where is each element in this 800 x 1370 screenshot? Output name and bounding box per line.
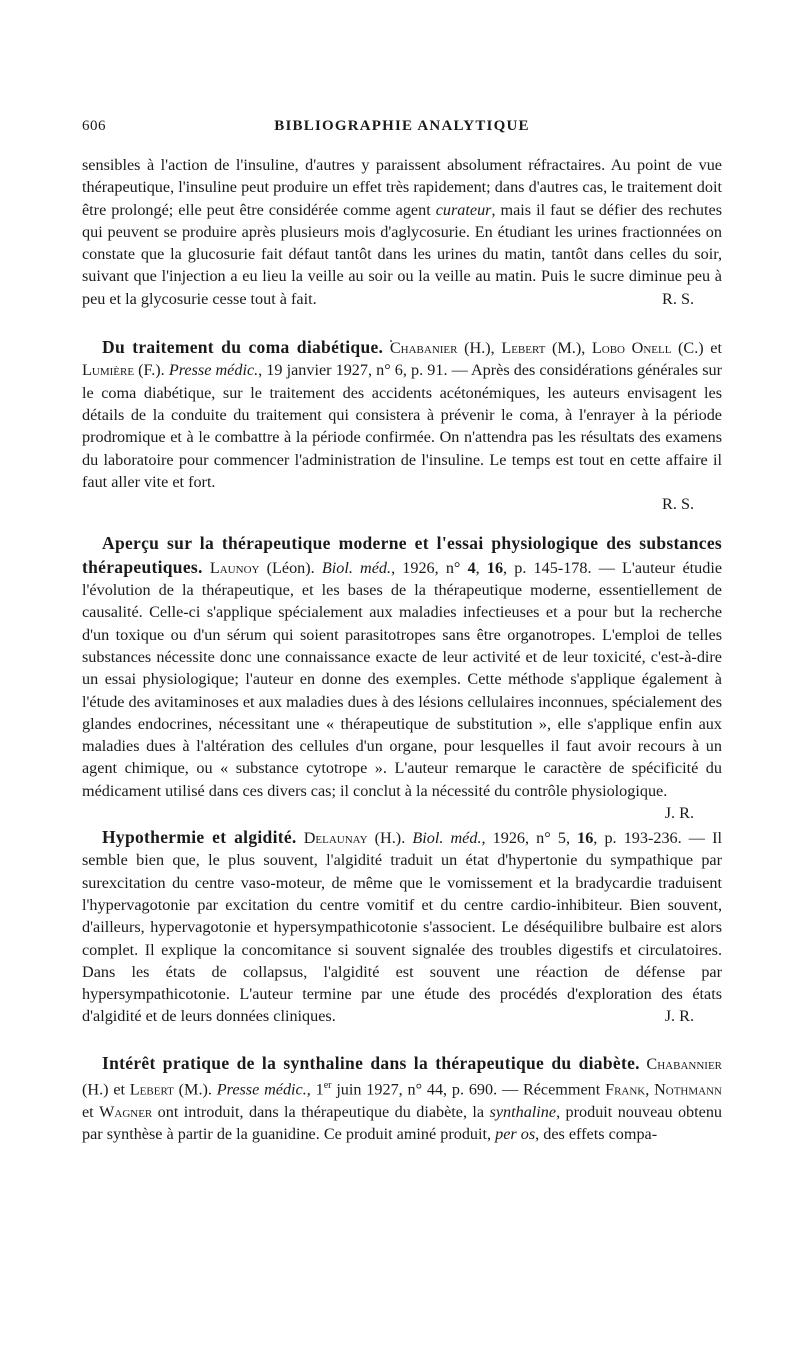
entry-synthaline: Intérêt pratique de la synthaline dans la thérapeutique du diabète. Chabannier (H.) et Lebert (M.). Presse médic., 1er juin 1927, n° 44, p. 690. — Récemment Frank, Nothmann et Wagner ont introduit, dans la thérapeutique du diabète, la synthaline, produit nouveau obtenu par synthèse à partir de la guanidine. Ce produit aminé produit, per os, des effets compa- [82, 1052, 723, 1143]
entry-hypothermie: Hypothermie et algidité. Delaunay (H.). Biol. méd., 1926, n° 5, 16, p. 193-236. — Il semble bien que, le plus souvent, l'algidité traduit un état d'hypertonie du sympathique par surexcitation du centre vaso-moteur, de même que le vomissement et la bradycardie traduisent l'hypervagotonie par excitation du centre vomitif et du centre cardio-inhibiteur. Bien souvent, d'ailleurs, hypervagotonie et hypersympathicotonie s'associent. Le déséquilibre bulbaire est alors complet. Il explique la concomitance si souvent signalée des troubles digestifs et circulatoires. Dans les états de collapsus, l'algidité est souvent une réaction de défense par hypersympathicotonie. L'auteur termine par une étude des procédés d'exploration des états d'algidité et de leurs données cliniques. J. R. [82, 826, 722, 1028]
signature: R. S. [662, 495, 694, 514]
entry-title: Aperçu sur la thérapeutique moderne et l'essai physiologique des substances thérapeutiques. [82, 533, 722, 577]
page-header [82, 118, 722, 142]
entry-continuation: sensibles à l'action de l'insuline, d'autres y paraissent absolument réfractaires. Au point de vue thérapeutique, l'insuline peut produire un effet très rapidement; dans d'autres cas, le traitement doit être prolongé; elle peut être considérée comme agent curateur, mais il faut se défier des rechutes qui peuvent se produire après plusieurs mois d'aglycosurie. En étudiant les urines fractionnées on constate que la glucosurie fait défaut tantôt dans les urines du matin, tantôt dans celles du soir, suivant que l'injection a eu lieu la veille au soir ou la veille au matin. Puis le sucre diminue peu à peu et la glycosurie cesse tout à fait. R. S. [82, 154, 722, 310]
signature: R. S. [662, 289, 694, 308]
running-title: BIBLIOGRAPHIE ANALYTIQUE [274, 118, 530, 134]
entry-title: Hypothermie et algidité. [102, 827, 297, 848]
page-body [82, 154, 722, 1145]
entry-title: Intérêt pratique de la synthaline dans la thérapeutique du diabète. [102, 1052, 640, 1073]
signature: J. R. [664, 804, 694, 823]
page-number: 606 [82, 118, 106, 134]
entry-coma-diabetique: Du traitement du coma diabétique. Chabanier (H.), Lebert (M.), Lobo Onell (C.) et Lumière (F.). Presse médic., 19 janvier 1927, n° 6, p. 91. — Après des considérations générales sur le coma diabétique, sur le traitement des accidents acétonémiques, les auteurs envisagent les détails de la conduite du traitement qui consistera à prévenir le coma, à l'enrayer à la période prodromique et à le combattre à la période confirmée. On n'attendra pas les résultats des examens du laboratoire pour commencer l'administration de l'insuline. Le temps est tout en cette affaire il faut aller vite et fort. [82, 337, 722, 491]
signature: J. R. [664, 1007, 694, 1026]
entry-therapeutique-moderne: Aperçu sur la thérapeutique moderne et l'essai physiologique des substances thérapeutiques. Launoy (Léon). Biol. méd., 1926, n° 4, 16, p. 145-178. — L'auteur étudie l'évolution de la thérapeutique, et les bases de la thérapeutique moderne, essentiellement de causalité. Celle-ci s'applique spécialement aux maladies infectieuses et a pour but la recherche d'un toxique ou d'un sérum qui soient parasitotropes sans être organotropes. L'emploi de telles substances nécessite donc une connaissance exacte de leur activité et de leur toxicité, c'est-à-dire un essai physiologique; l'auteur en donne des exemples. Cette méthode s'applique également à l'étude des avitaminoses et aux maladies dues à des lésions cellulaires inconnues, spécialement des glandes endocrines, nécessitant une « thérapeutique de substitution », elle s'applique enfin aux maladies dues à l'altération des cellules d'un organe, pour lesquelles il faut avoir recours à un agent chimique, ou « substance cytotrope ». L'auteur remarque le caractère de spécificité du médicament utilisé dans ces divers cas; il conclut à la nécessité du contrôle physiologique. J. R. [82, 532, 722, 802]
entry-title: Du traitement du coma diabétique. [102, 337, 384, 358]
